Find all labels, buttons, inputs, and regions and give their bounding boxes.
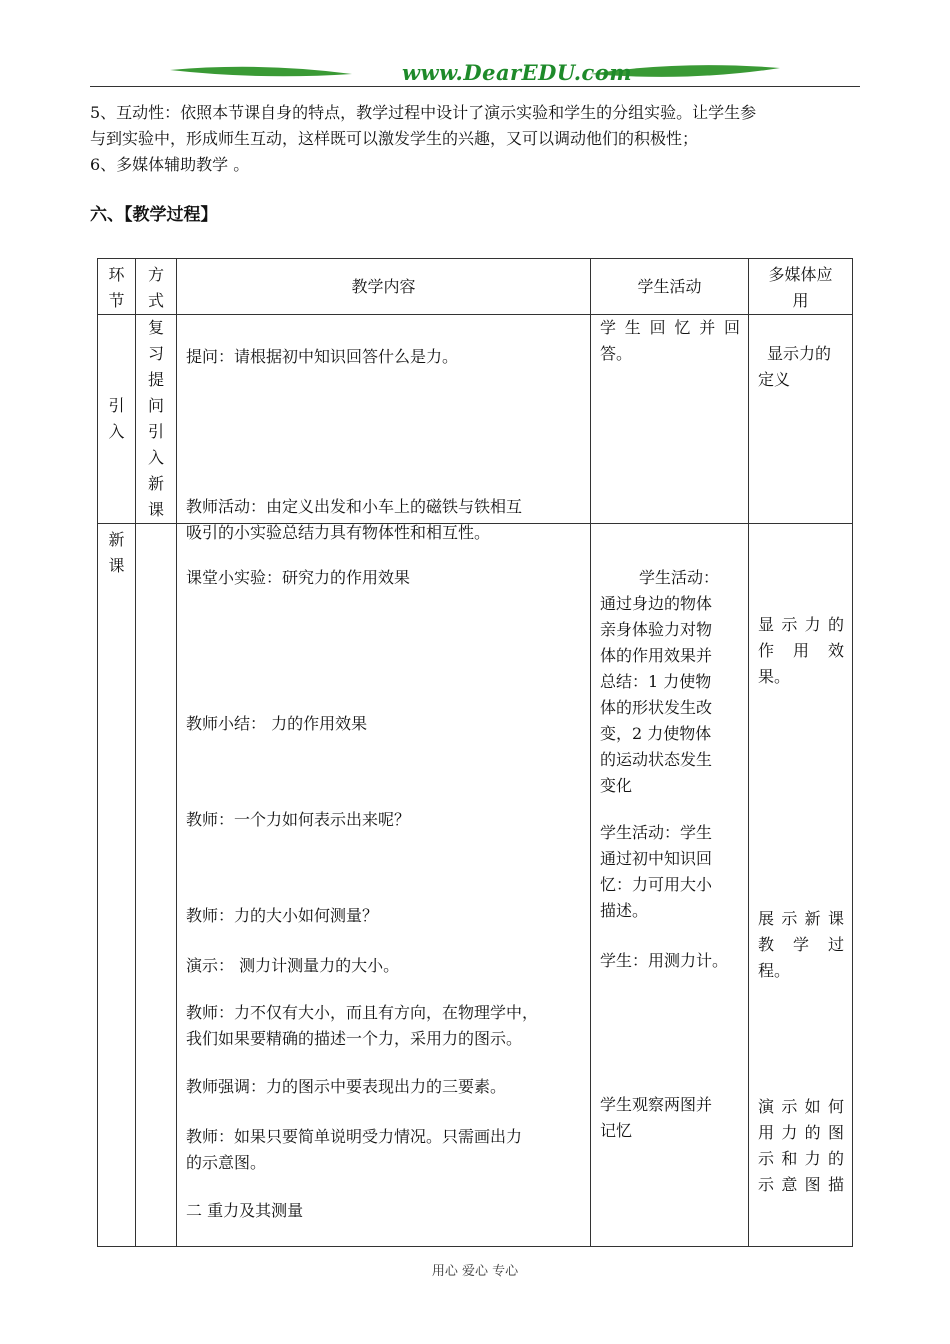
header-stage: [98, 259, 136, 315]
row2-content: [177, 524, 591, 1247]
row2-student-line: 的运动状态发生: [600, 750, 713, 769]
row2-student-line: 描述。: [600, 901, 649, 920]
row2-media-line: 教 学 过: [758, 935, 844, 954]
row2-media-line: 果。: [758, 667, 791, 686]
row2-student-line: 亲身体验力对物: [600, 620, 713, 639]
row1-stage-char: 入: [108, 422, 125, 441]
section-title: 六、【教学过程】: [90, 205, 218, 225]
header-student-label: 学生活动: [637, 276, 702, 296]
row2-student-line: 忆：力可用大小: [600, 875, 713, 894]
site-header: [90, 58, 860, 90]
row1-method-char: 新: [147, 474, 164, 493]
header-content-label: 教学内容: [351, 276, 416, 296]
header-media-line: 用: [792, 291, 809, 310]
row2-content-line: 我们如果要精确的描述一个力，采用力的图示。: [186, 1029, 523, 1048]
row2-media-line: 作 用 效: [758, 641, 844, 660]
row2-student-line: 总结：1 力使物: [600, 672, 712, 691]
row2-media-line: 展示新课: [758, 909, 844, 928]
row2-student: [591, 524, 749, 1247]
header-media: [749, 259, 853, 315]
intro-p5-line2: 与到实验中，形成师生互动，这样既可以激发学生的兴趣，又可以调动他们的积极性；: [90, 129, 699, 148]
header-student: [591, 259, 749, 315]
row2-media-line: 示和力的: [758, 1149, 844, 1168]
row1-method: [136, 315, 177, 524]
row2-content-line: 教师强调：力的图示中要表现出力的三要素。: [186, 1077, 507, 1096]
site-url[interactable]: www.DearEDU.com: [401, 60, 633, 85]
row2-student-line: 变化: [600, 776, 633, 795]
row1-content: [177, 315, 591, 542]
row2-content-line: 演示： 测力计测量力的大小。: [186, 956, 400, 975]
header-media-line: 多媒体应: [768, 265, 833, 284]
row2-media-line: 示意图描: [758, 1175, 844, 1194]
row1-media: [749, 315, 853, 524]
row2-content-line: 课堂小实验：研究力的作用效果: [186, 568, 411, 587]
header-method-char: 方: [147, 265, 164, 284]
row1-method-char: 复: [147, 318, 164, 337]
row2-method: [136, 524, 177, 1247]
row1-student-line1: 学生回忆并回: [600, 318, 740, 337]
row1-media-line2: 定义: [758, 370, 791, 389]
table-header-row: [98, 259, 853, 315]
row1-method-char: 问: [147, 396, 164, 415]
row2-student-line: 学生观察两图并: [600, 1095, 713, 1114]
row1-teacher-line1: 教师活动：由定义出发和小车上的磁铁与铁相互: [186, 497, 523, 516]
table-row-new-lesson: [98, 524, 853, 1247]
row1-student: [591, 315, 749, 524]
row1-student-line2: 答。: [600, 344, 633, 363]
row1-teacher-line2: 吸引的小实验总结力具有物体性和相互性。: [186, 523, 491, 542]
row2-media-line: 程。: [758, 961, 791, 980]
row2-student-line: 记忆: [600, 1121, 633, 1140]
row1-question: 提问：请根据初中知识回答什么是力。: [186, 347, 459, 366]
row2-content-line: 教师：力的大小如何测量？: [186, 906, 379, 925]
row2-content-line: 教师：一个力如何表示出来呢？: [186, 810, 411, 829]
row1-method-char: 课: [147, 500, 164, 519]
row1-method-char: 习: [147, 344, 164, 363]
row2-student-line: 学生活动：: [639, 568, 720, 587]
row1-media-line1: 显示力的: [767, 344, 832, 363]
header-method-char: 式: [147, 291, 164, 310]
row2-media: [749, 524, 853, 1247]
header-rule: [90, 86, 860, 87]
page-footer: 用心 爱心 专心: [431, 1264, 519, 1279]
row2-student-line: 体的形状发生改: [600, 698, 713, 717]
row2-media-line: 演示如何: [758, 1097, 844, 1116]
teaching-process-table: [97, 258, 853, 1247]
header-stage-char: 环: [108, 265, 125, 284]
row1-stage-char: 引: [108, 396, 125, 415]
header-stage-char: 节: [108, 291, 125, 310]
row2-content-line: 二 重力及其测量: [186, 1201, 304, 1220]
row2-student-line: 通过初中知识回: [600, 849, 713, 868]
row2-stage: [98, 524, 136, 1247]
row2-media-line: 显示力的: [758, 615, 844, 634]
row1-method-char: 提: [147, 370, 164, 389]
row1-stage: [98, 315, 136, 524]
row2-student-line: 通过身边的物体: [600, 594, 713, 613]
row2-student-line: 学生：用测力计。: [600, 951, 729, 970]
header-content: [177, 259, 591, 315]
row2-stage-char: 课: [108, 556, 125, 575]
row1-method-char: 入: [147, 448, 164, 467]
row2-content-line: 的示意图。: [186, 1153, 267, 1172]
row2-student-line: 变，2 力使物体: [600, 724, 712, 743]
row2-content-line: 教师：力不仅有大小，而且有方向，在物理学中，: [186, 1003, 539, 1022]
intro-p6: 6、多媒体辅助教学 。: [90, 155, 250, 174]
row2-student-line: 体的作用效果并: [600, 646, 713, 665]
row1-method-char: 引: [147, 422, 164, 441]
row2-stage-char: 新: [108, 530, 125, 549]
table-row-intro: [98, 315, 853, 524]
row2-student-line: 学生活动：学生: [600, 823, 713, 842]
row2-content-line: 教师小结： 力的作用效果: [186, 714, 368, 733]
row2-content-line: 教师：如果只要简单说明受力情况。只需画出力: [186, 1127, 523, 1146]
row2-media-line: 用力的图: [758, 1123, 844, 1142]
header-method: [136, 259, 177, 315]
intro-p5-line1: 5、互动性：依照本节课自身的特点，教学过程中设计了演示实验和学生的分组实验。让学生参: [90, 103, 757, 122]
